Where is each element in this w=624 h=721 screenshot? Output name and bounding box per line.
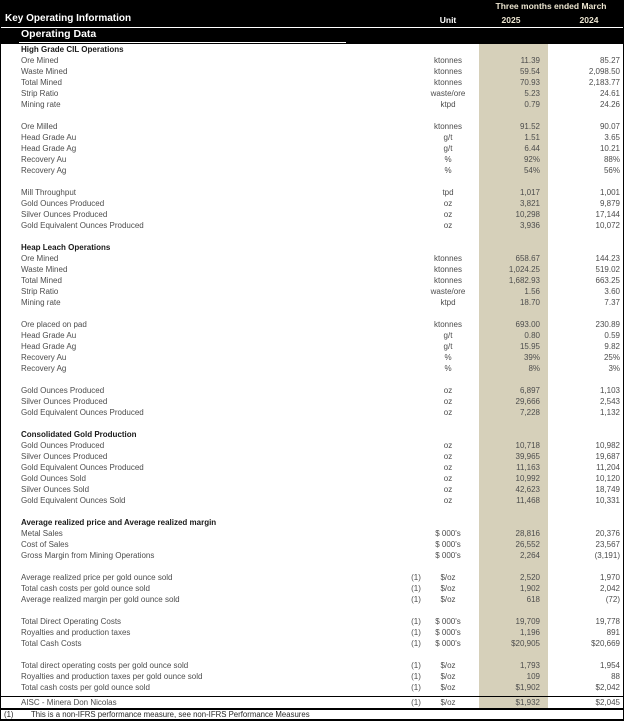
table-row <box>1 187 623 198</box>
row-unit: oz <box>443 210 453 219</box>
section-title: Average realized price and Average realized margin <box>21 518 217 527</box>
row-value-2025: $1,932 <box>515 698 540 707</box>
row-value-2024: 7.37 <box>604 298 620 307</box>
row-value-2025: 7,228 <box>519 408 540 417</box>
row-value-2025: 6.44 <box>524 144 540 153</box>
row-label: Ore Mined <box>21 254 59 263</box>
row-label: Average realized price per gold ounce sold <box>21 573 173 582</box>
row-value-2025: 8% <box>528 364 540 373</box>
row-unit: $ 000's <box>435 639 461 648</box>
table-row <box>1 484 623 495</box>
row-value-2025: 1,793 <box>519 661 540 670</box>
spacer-row <box>1 110 623 121</box>
row-unit: oz <box>443 463 453 472</box>
table-row <box>1 253 623 264</box>
row-label: Head Grade Au <box>21 331 77 340</box>
row-value-2024: 144.23 <box>595 254 620 263</box>
row-value-2024: 24.26 <box>599 100 620 109</box>
row-label: Silver Ounces Produced <box>21 452 108 461</box>
row-footnote-marker: (1) <box>411 698 421 707</box>
row-value-2024: 24.61 <box>599 89 620 98</box>
row-unit: oz <box>443 199 453 208</box>
table-row <box>1 220 623 231</box>
row-value-2025: 19,709 <box>515 617 540 626</box>
table-row <box>1 77 623 88</box>
spacer-row <box>1 506 623 517</box>
row-unit: $/oz <box>440 584 456 593</box>
table-row <box>1 440 623 451</box>
row-unit: waste/ore <box>430 287 466 296</box>
row-label: Silver Ounces Produced <box>21 397 108 406</box>
table-row <box>1 352 623 363</box>
row-label: Gold Equivalent Ounces Produced <box>21 221 144 230</box>
row-value-2025: 59.54 <box>519 67 540 76</box>
table-row <box>1 99 623 110</box>
table-rows <box>1 44 623 708</box>
row-unit: ktpd <box>440 100 456 109</box>
row-value-2024: $2,045 <box>595 698 620 707</box>
row-footnote-marker: (1) <box>411 628 421 637</box>
row-footnote-marker: (1) <box>411 683 421 692</box>
row-value-2024: 10.21 <box>599 144 620 153</box>
section-row <box>1 242 623 253</box>
row-value-2025: 658.67 <box>515 254 540 263</box>
row-value-2024: 19,778 <box>595 617 620 626</box>
row-value-2025: 1,024.25 <box>508 265 540 274</box>
row-value-2024: 88 <box>611 672 620 681</box>
row-unit: ktonnes <box>433 56 463 65</box>
table-row <box>1 696 623 708</box>
table-row <box>1 275 623 286</box>
row-value-2025: 1,902 <box>519 584 540 593</box>
section-row <box>1 429 623 440</box>
row-value-2024: 17,144 <box>595 210 620 219</box>
row-value-2024: 10,120 <box>595 474 620 483</box>
table-row <box>1 121 623 132</box>
row-label: Recovery Ag <box>21 364 67 373</box>
table-row <box>1 385 623 396</box>
row-label: Head Grade Ag <box>21 342 77 351</box>
row-label: Silver Ounces Produced <box>21 210 108 219</box>
row-unit: g/t <box>443 331 453 340</box>
footnote-row <box>1 710 623 719</box>
row-value-2025: 3,821 <box>519 199 540 208</box>
row-unit: ktonnes <box>433 320 463 329</box>
row-unit: oz <box>443 408 453 417</box>
row-unit: $ 000's <box>435 529 461 538</box>
table-header <box>1 0 623 44</box>
table-row <box>1 572 623 583</box>
table-row <box>1 473 623 484</box>
table-row <box>1 583 623 594</box>
row-unit: ktonnes <box>433 265 463 274</box>
table-row <box>1 616 623 627</box>
spacer-row <box>1 231 623 242</box>
row-label: Recovery Au <box>21 353 67 362</box>
row-unit: oz <box>443 474 453 483</box>
row-label: Strip Ratio <box>21 89 59 98</box>
row-label: Royalties and production taxes per gold ounce sold <box>21 672 203 681</box>
row-value-2024: 90.07 <box>599 122 620 131</box>
table-row <box>1 396 623 407</box>
row-value-2024: 20,376 <box>595 529 620 538</box>
row-value-2025: 5.23 <box>524 89 540 98</box>
row-value-2024: 1,954 <box>599 661 620 670</box>
table-row <box>1 132 623 143</box>
table-row <box>1 165 623 176</box>
row-unit: ktonnes <box>433 276 463 285</box>
table-row <box>1 88 623 99</box>
row-value-2024: 2,098.50 <box>588 67 620 76</box>
period-header: Three months ended March <box>495 1 607 11</box>
row-value-2024: 3.60 <box>604 287 620 296</box>
row-value-2024: (72) <box>605 595 620 604</box>
row-unit: ktonnes <box>433 254 463 263</box>
row-unit: % <box>444 155 452 164</box>
row-unit: g/t <box>443 144 453 153</box>
row-value-2025: 1.56 <box>524 287 540 296</box>
row-unit: $/oz <box>440 683 456 692</box>
row-unit: $ 000's <box>435 617 461 626</box>
row-label: Ore placed on pad <box>21 320 87 329</box>
row-value-2024: 1,970 <box>599 573 620 582</box>
row-unit: oz <box>443 485 453 494</box>
table-row <box>1 264 623 275</box>
row-value-2024: 230.89 <box>595 320 620 329</box>
column-header-item: Key Operating Information <box>5 13 132 24</box>
row-label: Gross Margin from Mining Operations <box>21 551 155 560</box>
row-value-2025: 10,298 <box>515 210 540 219</box>
row-unit: % <box>444 166 452 175</box>
row-footnote-marker: (1) <box>411 661 421 670</box>
table-row <box>1 341 623 352</box>
row-value-2024: 2,183.77 <box>588 78 620 87</box>
row-value-2024: 0.59 <box>604 331 620 340</box>
row-unit: % <box>444 353 452 362</box>
row-unit: ktonnes <box>433 67 463 76</box>
table-row <box>1 209 623 220</box>
row-value-2025: 26,552 <box>515 540 540 549</box>
subtitle-underline <box>19 42 346 43</box>
row-value-2024: 1,001 <box>599 188 620 197</box>
row-unit: $ 000's <box>435 551 461 560</box>
row-value-2025: 1,017 <box>519 188 540 197</box>
row-value-2024: (3,191) <box>594 551 620 560</box>
row-value-2025: 109 <box>526 672 540 681</box>
table-row <box>1 363 623 374</box>
row-value-2024: 3% <box>608 364 620 373</box>
row-value-2025: 618 <box>526 595 540 604</box>
row-value-2024: 85.27 <box>599 56 620 65</box>
row-label: AISC - Minera Don Nicolas <box>21 698 117 707</box>
row-unit: $/oz <box>440 595 456 604</box>
row-value-2025: 10,992 <box>515 474 540 483</box>
row-unit: $/oz <box>440 672 456 681</box>
spacer-row <box>1 418 623 429</box>
spacer-row <box>1 176 623 187</box>
row-value-2024: 18,749 <box>595 485 620 494</box>
section-subtitle: Operating Data <box>21 28 97 40</box>
row-unit: $ 000's <box>435 628 461 637</box>
row-value-2025: 18.70 <box>519 298 540 307</box>
row-value-2024: 10,072 <box>595 221 620 230</box>
row-footnote-marker: (1) <box>411 672 421 681</box>
row-label: Recovery Au <box>21 155 67 164</box>
table-row <box>1 330 623 341</box>
row-label: Gold Equivalent Ounces Produced <box>21 408 144 417</box>
row-label: Total Cash Costs <box>21 639 82 648</box>
row-label: Waste Mined <box>21 67 68 76</box>
row-value-2025: 29,666 <box>515 397 540 406</box>
row-value-2025: 2,264 <box>519 551 540 560</box>
row-value-2025: 10,718 <box>515 441 540 450</box>
row-value-2025: 1,196 <box>519 628 540 637</box>
row-value-2025: 11,468 <box>516 496 540 505</box>
row-value-2025: 28,816 <box>515 529 540 538</box>
row-unit: $ 000's <box>435 540 461 549</box>
row-unit: oz <box>443 452 453 461</box>
row-value-2025: 0.79 <box>524 100 540 109</box>
row-value-2024: 10,331 <box>595 496 620 505</box>
row-label: Royalties and production taxes <box>21 628 131 637</box>
table-row <box>1 682 623 693</box>
row-unit: ktonnes <box>433 78 463 87</box>
row-label: Gold Ounces Produced <box>21 199 105 208</box>
row-value-2024: 19,687 <box>595 452 620 461</box>
row-value-2024: 9,879 <box>599 199 620 208</box>
row-value-2024: 1,132 <box>599 408 620 417</box>
row-value-2024: 9.82 <box>604 342 620 351</box>
row-footnote-marker: (1) <box>411 573 421 582</box>
table-row <box>1 286 623 297</box>
table-row <box>1 539 623 550</box>
table-row <box>1 462 623 473</box>
spacer-row <box>1 374 623 385</box>
table-row <box>1 594 623 605</box>
row-value-2025: $1,902 <box>515 683 540 692</box>
table-row <box>1 638 623 649</box>
row-footnote-marker: (1) <box>411 584 421 593</box>
row-footnote-marker: (1) <box>411 617 421 626</box>
section-title: Consolidated Gold Production <box>21 430 137 439</box>
table-row <box>1 407 623 418</box>
row-unit: oz <box>443 386 453 395</box>
row-label: Total cash costs per gold ounce sold <box>21 584 150 593</box>
row-value-2024: 891 <box>606 628 620 637</box>
table-row <box>1 297 623 308</box>
row-value-2025: 6,897 <box>519 386 540 395</box>
table-row <box>1 55 623 66</box>
row-label: Mining rate <box>21 100 61 109</box>
row-label: Total Mined <box>21 78 62 87</box>
row-label: Total cash costs per gold ounce sold <box>21 683 150 692</box>
row-unit: oz <box>443 397 453 406</box>
row-value-2025: 15.95 <box>519 342 540 351</box>
row-value-2024: $20,669 <box>591 639 620 648</box>
row-unit: % <box>444 364 452 373</box>
row-unit: g/t <box>443 342 453 351</box>
row-value-2025: 0.80 <box>524 331 540 340</box>
footnote-marker: (1) <box>4 710 14 719</box>
spacer-row <box>1 605 623 616</box>
row-value-2024: 2,543 <box>599 397 620 406</box>
row-value-2024: 88% <box>603 155 620 164</box>
row-label: Mill Throughput <box>21 188 76 197</box>
section-title: High Grade CIL Operations <box>21 45 124 54</box>
table-row <box>1 66 623 77</box>
row-footnote-marker: (1) <box>411 595 421 604</box>
row-value-2024: 11,204 <box>596 463 620 472</box>
table-row <box>1 198 623 209</box>
row-value-2025: 91.52 <box>519 122 540 131</box>
table-row <box>1 627 623 638</box>
row-unit: tpd <box>442 188 454 197</box>
row-value-2024: 519.02 <box>595 265 620 274</box>
table-row <box>1 319 623 330</box>
row-value-2025: 11,163 <box>516 463 540 472</box>
table-row <box>1 451 623 462</box>
row-value-2024: 10,982 <box>595 441 620 450</box>
row-label: Ore Milled <box>21 122 58 131</box>
row-label: Gold Ounces Produced <box>21 386 105 395</box>
row-value-2025: 39% <box>523 353 540 362</box>
table-row <box>1 660 623 671</box>
column-header-2024: 2024 <box>579 15 599 25</box>
row-value-2024: 3.65 <box>604 133 620 142</box>
row-label: Gold Ounces Produced <box>21 441 105 450</box>
row-value-2025: 39,965 <box>515 452 540 461</box>
row-label: Head Grade Ag <box>21 144 77 153</box>
row-label: Average realized margin per gold ounce sold <box>21 595 180 604</box>
row-label: Strip Ratio <box>21 287 59 296</box>
footnote-text: This is a non-IFRS performance measure, see non-IFRS Performance Measures <box>31 710 310 719</box>
row-value-2025: 3,936 <box>519 221 540 230</box>
spacer-row <box>1 561 623 572</box>
section-title: Heap Leach Operations <box>21 243 111 252</box>
row-unit: g/t <box>443 133 453 142</box>
row-unit: waste/ore <box>430 89 466 98</box>
row-label: Ore Mined <box>21 56 59 65</box>
row-unit: $/oz <box>440 698 456 707</box>
column-header-unit: Unit <box>439 15 457 25</box>
row-value-2025: $20,905 <box>511 639 540 648</box>
row-label: Recovery Ag <box>21 166 67 175</box>
row-label: Silver Ounces Sold <box>21 485 90 494</box>
table-row <box>1 671 623 682</box>
row-label: Waste Mined <box>21 265 68 274</box>
row-label: Total direct operating costs per gold ounce sold <box>21 661 189 670</box>
row-value-2025: 1.51 <box>524 133 540 142</box>
row-value-2024: 1,103 <box>599 386 620 395</box>
section-row <box>1 517 623 528</box>
row-unit: ktonnes <box>433 122 463 131</box>
row-value-2025: 42,623 <box>515 485 540 494</box>
row-value-2024: $2,042 <box>595 683 620 692</box>
row-footnote-marker: (1) <box>411 639 421 648</box>
row-value-2025: 693.00 <box>515 320 540 329</box>
section-row <box>1 44 623 55</box>
row-label: Gold Equivalent Ounces Sold <box>21 496 126 505</box>
row-value-2025: 92% <box>523 155 540 164</box>
spacer-row <box>1 308 623 319</box>
row-unit: ktpd <box>440 298 456 307</box>
row-label: Head Grade Au <box>21 133 77 142</box>
row-value-2024: 23,567 <box>595 540 620 549</box>
row-value-2024: 2,042 <box>599 584 620 593</box>
row-unit: oz <box>443 221 453 230</box>
row-label: Metal Sales <box>21 529 63 538</box>
spacer-row <box>1 649 623 660</box>
row-value-2025: 1,682.93 <box>508 276 540 285</box>
row-label: Mining rate <box>21 298 61 307</box>
row-label: Total Direct Operating Costs <box>21 617 122 626</box>
row-value-2024: 25% <box>603 353 620 362</box>
row-unit: oz <box>443 441 453 450</box>
table-row <box>1 550 623 561</box>
row-unit: $/oz <box>440 661 456 670</box>
row-value-2024: 56% <box>603 166 620 175</box>
row-value-2025: 70.93 <box>519 78 540 87</box>
row-label: Gold Ounces Sold <box>21 474 86 483</box>
table-row <box>1 495 623 506</box>
row-value-2025: 54% <box>523 166 540 175</box>
table-row <box>1 528 623 539</box>
row-value-2024: 663.25 <box>595 276 620 285</box>
row-label: Cost of Sales <box>21 540 69 549</box>
row-label: Gold Equivalent Ounces Produced <box>21 463 144 472</box>
row-value-2025: 2,520 <box>519 573 540 582</box>
row-value-2025: 11.39 <box>520 56 540 65</box>
row-unit: $/oz <box>440 573 456 582</box>
column-header-2025: 2025 <box>501 15 521 25</box>
row-label: Total Mined <box>21 276 62 285</box>
table-row <box>1 143 623 154</box>
row-unit: oz <box>443 496 453 505</box>
table-row <box>1 154 623 165</box>
